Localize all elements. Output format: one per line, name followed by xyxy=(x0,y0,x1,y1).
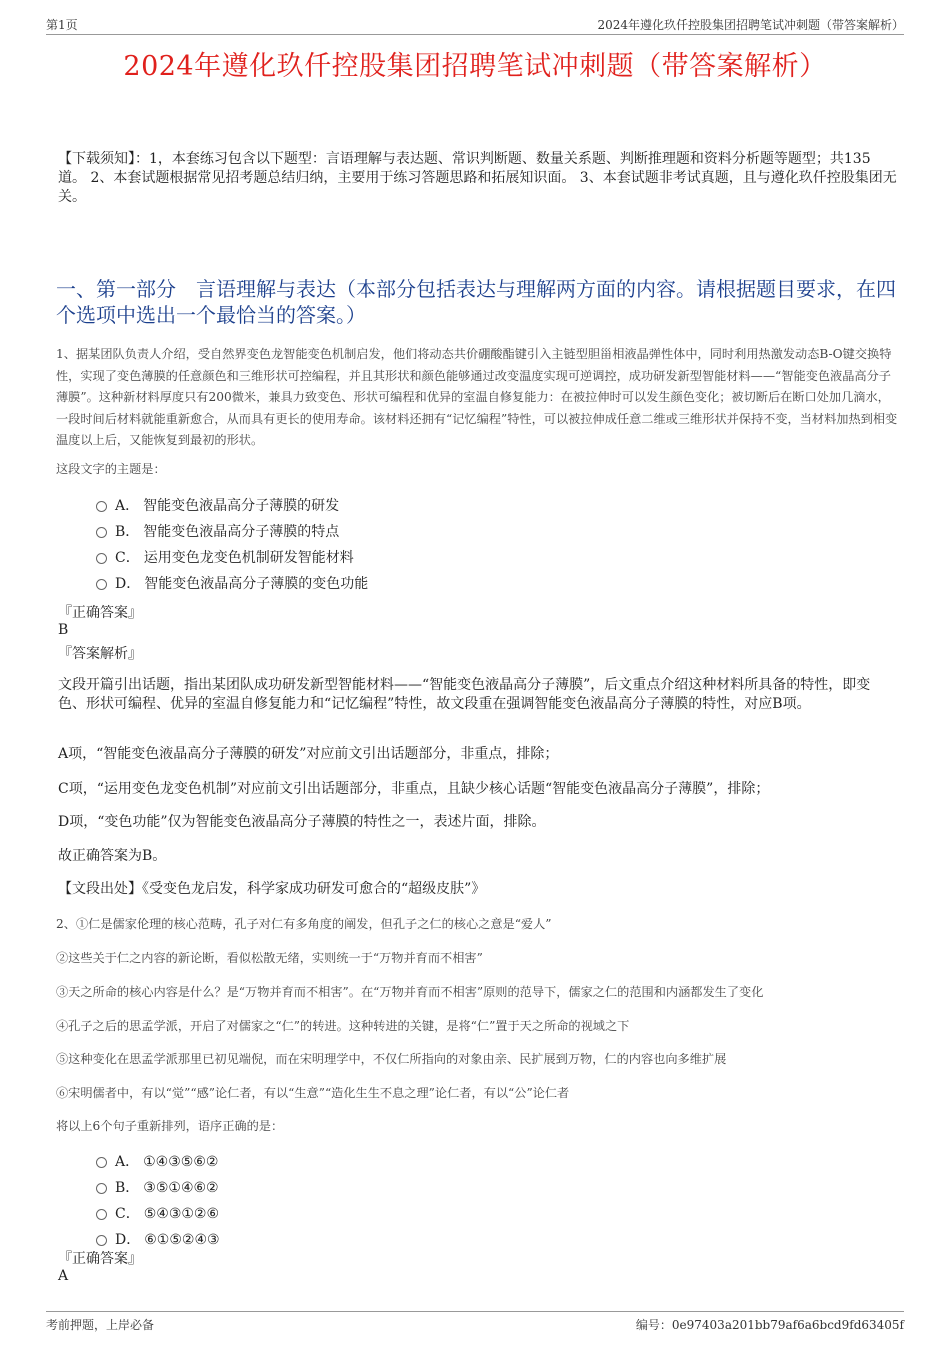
q1-analysis-label: 『答案解析』 xyxy=(58,646,142,662)
q1-answer: B xyxy=(58,622,69,638)
download-notice: 【下载须知】：1，本套练习包含以下题型：言语理解与表达题、常识判断题、数量关系题、判断推理题和资料分析题等题型；共135道。 2、本套试题根据常见招考题总结归纳，主要用于练习答题思路和拓展知识面。 3、本套试题非考试真题，且与遵化玖仟控股集团无关。 xyxy=(58,151,897,205)
q1-conclusion: 故正确答案为B。 xyxy=(58,848,167,864)
q2-answer-label: 『正确答案』 xyxy=(58,1251,142,1267)
footer-slogan: 考前押题，上岸必备 xyxy=(46,1318,155,1332)
q2-option-c[interactable]: C． ⑤④③①②⑥ xyxy=(96,1201,220,1227)
q1-option-b[interactable]: B． 智能变色液晶高分子薄膜的特点 xyxy=(96,519,368,545)
q2-option-a[interactable]: A． ①④③⑤⑥② xyxy=(96,1149,220,1175)
q2-option-d[interactable]: D． ⑥①⑤②④③ xyxy=(96,1227,220,1253)
q2-option-b[interactable]: B． ③⑤①④⑥② xyxy=(96,1175,220,1201)
q1-analysis-a: A项，“智能变色液晶高分子薄膜的研发”对应前文引出话题部分，非重点，排除； xyxy=(58,746,559,762)
radio-icon[interactable] xyxy=(96,1209,107,1220)
q1-source: 【文段出处】《受变色龙启发，科学家成功研发可愈合的“超级皮肤”》 xyxy=(58,881,486,897)
section-heading: 一、第一部分 言语理解与表达（本部分包括表达与理解两方面的内容。请根据题目要求，在四个选项中选出一个最恰当的答案。） xyxy=(56,277,896,327)
q1-analysis-main: 文段开篇引出话题，指出某团队成功研发新型智能材料——“智能变色液晶高分子薄膜”，后文重点介绍这种材料所具备的特性，即变色、形状可编程、优异的室温自修复能力和“记忆编程”特性，故文段重在强调智能变色液晶高分子薄膜的特性，对应B项。 xyxy=(58,677,871,712)
page-header xyxy=(46,14,904,35)
q1-option-d[interactable]: D． 智能变色液晶高分子薄膜的变色功能 xyxy=(96,571,368,597)
radio-icon[interactable] xyxy=(96,553,107,564)
radio-icon[interactable] xyxy=(96,579,107,590)
q2-question: 将以上6个句子重新排列，语序正确的是： xyxy=(56,1119,284,1133)
footer-code: 编号：0e97403a201bb79af6a6bcd9fd63405f xyxy=(635,1318,904,1332)
page-number: 第1页 xyxy=(46,18,78,32)
q1-option-a[interactable]: A． 智能变色液晶高分子薄膜的研发 xyxy=(96,493,368,519)
q1-question: 这段文字的主题是： xyxy=(56,462,166,476)
q2-sentence-6: ⑥宋明儒者中，有以“觉”“感”论仁者，有以“生意”“造化生生不息之理”论仁者，有以“公”论仁者 xyxy=(56,1086,570,1100)
q1-options xyxy=(96,493,368,597)
q2-sentence-4: ④孔子之后的思孟学派，开启了对儒家之“仁”的转进。这种转进的关键，是将“仁”置于天之所命的视域之下 xyxy=(56,1019,630,1033)
q1-option-c[interactable]: C． 运用变色龙变色机制研发智能材料 xyxy=(96,545,368,571)
header-doc-title: 2024年遵化玖仟控股集团招聘笔试冲刺题（带答案解析） xyxy=(597,18,904,32)
radio-icon[interactable] xyxy=(96,1183,107,1194)
q1-analysis-c: C项，“运用变色龙变色机制”对应前文引出话题部分，非重点，且缺少核心话题“智能变色液晶高分子薄膜”，排除； xyxy=(58,781,770,797)
radio-icon[interactable] xyxy=(96,501,107,512)
page-footer xyxy=(46,1311,904,1336)
q2-answer: A xyxy=(58,1268,69,1284)
q2-sentence-3: ③天之所命的核心内容是什么？是“万物并育而不相害”。在“万物并育而不相害”原则的范导下，儒家之仁的范围和内涵都发生了变化 xyxy=(56,985,764,999)
radio-icon[interactable] xyxy=(96,1157,107,1168)
radio-icon[interactable] xyxy=(96,527,107,538)
q2-sentence-2: ②这些关于仁之内容的新论断，看似松散无绪，实则统一于“万物并育而不相害” xyxy=(56,951,483,965)
q1-answer-label: 『正确答案』 xyxy=(58,605,142,621)
q2-sentence-1: 2、①仁是儒家伦理的核心范畴，孔子对仁有多角度的阐发，但孔子之仁的核心之意是“爱人” xyxy=(56,917,552,931)
q1-analysis-d: D项，“变色功能”仅为智能变色液晶高分子薄膜的特性之一，表述片面，排除。 xyxy=(58,814,546,830)
q2-options xyxy=(96,1149,220,1253)
document-title: 2024年遵化玖仟控股集团招聘笔试冲刺题（带答案解析） xyxy=(123,51,827,82)
radio-icon[interactable] xyxy=(96,1235,107,1246)
q2-sentence-5: ⑤这种变化在思孟学派那里已初见端倪，而在宋明理学中，不仅仁所指向的对象由亲、民扩展到万物，仁的内容也向多维扩展 xyxy=(56,1052,727,1066)
q1-passage: 1、据某团队负责人介绍，受自然界变色龙智能变色机制启发，他们将动态共价硼酸酯键引入主链型胆甾相液晶弹性体中，同时利用热激发动态B-O键交换特性，实现了变色薄膜的任意颜色和三维形状可控编程，并且其形状和颜色能够通过改变温度实现可逆调控，成功研发新型智能材料——“智能变色液晶高分子薄膜”。这种新材料厚度只有200微米，兼具力致变色、形状可编程和优异的室温自修复能力：在被拉伸时可以发生颜色变化；被切断后在断口处加几滴水，一段时间后材料就能重新愈合，从而具有更长的使用寿命。该材料还拥有“记忆编程”特性，可以被拉伸成任意二维或三维形状并保持不变，当材料加热到相变温度以上后，又能恢复到最初的形状。 xyxy=(56,347,898,447)
